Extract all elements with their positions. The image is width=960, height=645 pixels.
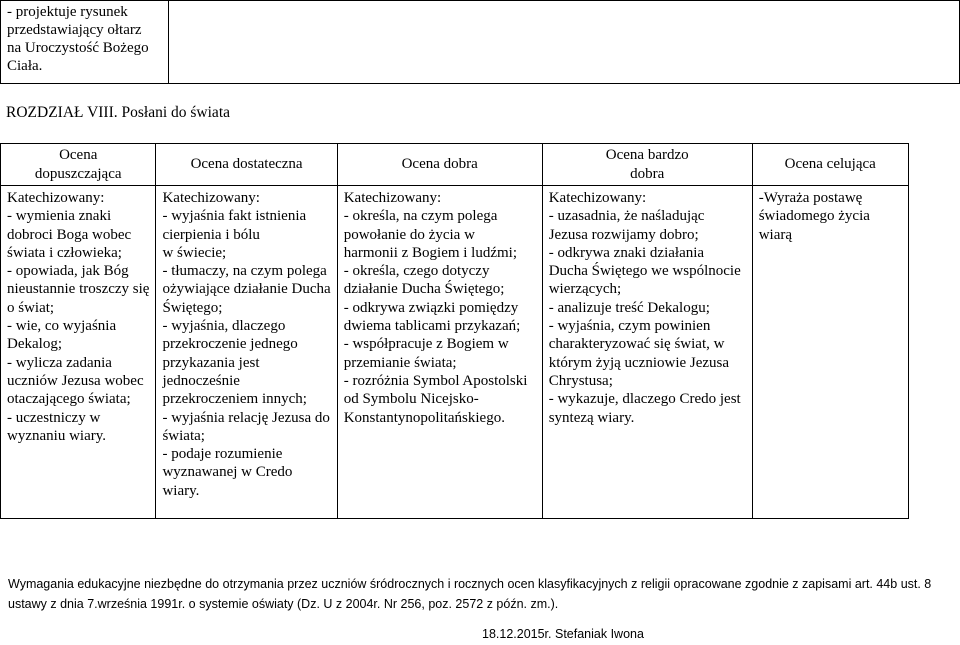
text-line: nieustannie troszczy się — [7, 281, 150, 298]
text-line: - wie, co wyjaśnia — [7, 318, 117, 335]
table-row — [1, 186, 909, 519]
text-line: Chrystusa; — [548, 372, 613, 389]
text-line: świata; — [162, 427, 205, 444]
cell-celujaca — [752, 186, 908, 519]
text-line: o świat; — [7, 299, 55, 316]
text-line: Katechizowany: — [343, 190, 442, 206]
previous-section-cell — [1, 1, 169, 84]
text-line: - opowiada, jak Bóg — [7, 263, 129, 280]
text-line: charakteryzować się świat, w — [548, 336, 725, 353]
text-line: - określa, czego dotyczy — [343, 263, 490, 280]
text-line: - określa, na czym polega — [343, 208, 498, 225]
text-line: uczniów Jezusa wobec — [7, 372, 144, 389]
cell-dopuszczajaca — [1, 186, 156, 519]
text-line: - współpracuje z Bogiem w — [343, 336, 509, 353]
text-line: - odkrywa związki pomiędzy — [343, 299, 519, 316]
text-line: - wyjaśnia, czym powinien — [548, 318, 711, 335]
text-line: jednocześnie — [162, 372, 240, 389]
signature-date-author: 18.12.2015r. Stefaniak Iwona — [482, 627, 644, 641]
text-line: - analizuje treść Dekalogu; — [548, 299, 710, 316]
header-dobra: Ocena dobra — [337, 144, 542, 186]
text-line: przemianie świata; — [343, 354, 457, 371]
text-line: od Symbolu Nicejsko- — [343, 391, 479, 408]
text-line: Dekalog; — [7, 336, 62, 353]
text-line: otaczającego świata; — [7, 391, 131, 408]
legal-basis-note: Wymagania edukacyjne niezbędne do otrzymania przez uczniów śródrocznych i rocznych ocen klasyfikacyjnych z religii opracowane zgodnie z zapisami art. 44b ust. 8 ustawy z dnia 7.września 1991r. o systemie oświaty (Dz. U z 2004r. Nr 256, poz. 2572 z późn. zm.). — [8, 577, 932, 611]
cell-dostateczna — [156, 186, 337, 519]
text-line: świata i człowieka; — [7, 244, 122, 261]
text-line: którym żyją uczniowie Jezusa — [548, 354, 730, 371]
text-line: - projektuje rysunek — [7, 4, 128, 20]
text-line: - wyjaśnia, dlaczego — [162, 318, 286, 335]
text-line: świadomego życia — [758, 208, 870, 225]
text-line: dobroci Boga wobec — [7, 226, 132, 243]
text-line: Konstantynopolitańskiego. — [343, 409, 505, 426]
text-line: - wyjaśnia relację Jezusa do — [162, 409, 330, 426]
text-line: - tłumaczy, na czym polega — [162, 263, 327, 280]
header-celujaca: Ocena celująca — [752, 144, 908, 186]
text-line: Katechizowany: — [7, 190, 105, 206]
text-line: cierpienia i bólu — [162, 226, 260, 243]
text-line: - uczestniczy w — [7, 409, 101, 426]
text-line: wyznawanej w Credo — [162, 464, 293, 481]
text-line: - wylicza zadania — [7, 354, 112, 371]
text-line: ożywiające działanie Ducha — [162, 281, 331, 298]
previous-section-table — [0, 0, 960, 84]
chapter-title: ROZDZIAŁ VIII. Posłani do świata — [6, 104, 231, 121]
header-dostateczna: Ocena dostateczna — [156, 144, 337, 186]
text-line: - odkrywa znaki działania — [548, 244, 705, 261]
text-line: działanie Ducha Świętego; — [343, 281, 505, 298]
text-line: przykazania jest — [162, 354, 260, 371]
text-line: Ciała. — [7, 58, 43, 74]
text-line: Katechizowany: — [548, 190, 647, 206]
text-line: na Uroczystość Bożego — [7, 40, 149, 56]
text-line: Jezusa rozwijamy dobro; — [548, 226, 699, 243]
text-line: wyznaniu wiary. — [7, 427, 106, 444]
text-line: w świecie; — [162, 244, 227, 261]
header-dopuszczajaca: Ocena dopuszczająca — [1, 144, 156, 186]
text-line: - rozróżnia Symbol Apostolski — [343, 372, 528, 389]
cell-bardzo-dobra — [542, 186, 752, 519]
text-line: - wymienia znaki — [7, 208, 112, 225]
text-line: przekroczeniem innych; — [162, 391, 307, 408]
grades-table — [0, 143, 909, 519]
text-line: - wyjaśnia fakt istnienia — [162, 208, 307, 225]
text-line: -Wyraża postawę — [758, 190, 863, 206]
text-line: przekroczenie jednego — [162, 336, 298, 353]
text-line: Ducha Świętego we wspólnocie — [548, 263, 741, 280]
text-line: - uzasadnia, że naśladując — [548, 208, 705, 225]
text-line: dwiema tablicami przykazań; — [343, 318, 521, 335]
text-line: Katechizowany: — [162, 190, 260, 206]
text-line: Świętego; — [162, 299, 223, 316]
text-line: powołanie do życia w — [343, 226, 475, 243]
header-bardzo-dobra: Ocena bardzo dobra — [542, 144, 752, 186]
text-line: harmonii z Bogiem i ludźmi; — [343, 244, 518, 261]
text-line: wiarą — [758, 226, 793, 243]
previous-section-empty-cell — [169, 1, 960, 84]
header-row — [1, 144, 909, 186]
cell-dobra — [337, 186, 542, 519]
text-line: syntezą wiary. — [548, 409, 635, 426]
text-line: wierzących; — [548, 281, 622, 298]
text-line: wiary. — [162, 482, 200, 499]
text-line: - wykazuje, dlaczego Credo jest — [548, 391, 741, 408]
text-line: - podaje rozumienie — [162, 446, 283, 463]
text-line: przedstawiający ołtarz — [7, 22, 142, 38]
